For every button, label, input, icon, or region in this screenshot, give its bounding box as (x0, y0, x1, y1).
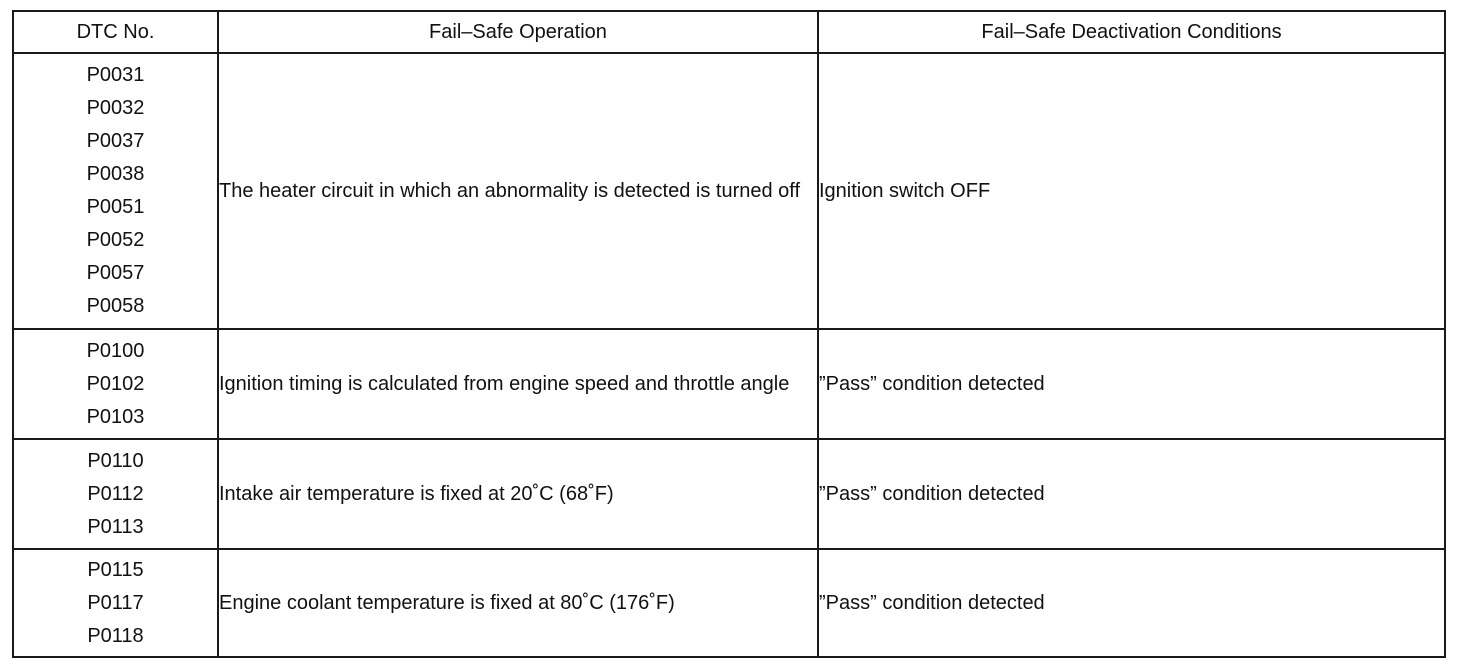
deactivation-condition-cell: ”Pass” condition detected (818, 549, 1445, 657)
dtc-code: P0052 (86, 229, 145, 251)
header-failsafe-operation: Fail–Safe Operation (218, 11, 818, 53)
table-row (13, 53, 1445, 329)
table-header-row (13, 11, 1445, 53)
dtc-code: P0117 (87, 591, 144, 614)
failsafe-operation-cell: The heater circuit in which an abnormality is detected is turned off (218, 53, 818, 329)
dtc-code: P0118 (87, 624, 144, 647)
table-row (13, 439, 1445, 549)
dtc-code: P0037 (86, 130, 145, 152)
failsafe-operation-cell: Intake air temperature is fixed at 20˚C (68˚F) (218, 439, 818, 549)
deactivation-condition-cell: ”Pass” condition detected (818, 329, 1445, 439)
table-row (13, 549, 1445, 657)
failsafe-table (12, 10, 1446, 658)
header-dtc-no: DTC No. (13, 11, 218, 53)
dtc-code: P0038 (86, 163, 145, 185)
dtc-code: P0112 (87, 482, 144, 505)
dtc-code: P0057 (86, 262, 145, 284)
deactivation-condition-cell: Ignition switch OFF (818, 53, 1445, 329)
dtc-codes-cell (13, 549, 218, 657)
dtc-code: P0058 (86, 295, 145, 317)
failsafe-operation-cell: Engine coolant temperature is fixed at 80˚C (176˚F) (218, 549, 818, 657)
dtc-code: P0115 (87, 558, 144, 581)
header-deactivation-conditions: Fail–Safe Deactivation Conditions (818, 11, 1445, 53)
dtc-code: P0102 (86, 372, 145, 395)
dtc-code: P0100 (86, 339, 145, 362)
dtc-codes-cell (13, 329, 218, 439)
table-row (13, 329, 1445, 439)
deactivation-condition-cell: ”Pass” condition detected (818, 439, 1445, 549)
dtc-codes-cell (13, 439, 218, 549)
dtc-code: P0051 (86, 196, 145, 218)
failsafe-operation-cell: Ignition timing is calculated from engine speed and throttle angle (218, 329, 818, 439)
dtc-codes-cell (13, 53, 218, 329)
dtc-code: P0032 (86, 97, 145, 119)
dtc-code: P0113 (87, 515, 144, 538)
dtc-code: P0031 (86, 64, 145, 86)
dtc-code: P0103 (86, 405, 145, 428)
dtc-code: P0110 (87, 449, 144, 472)
